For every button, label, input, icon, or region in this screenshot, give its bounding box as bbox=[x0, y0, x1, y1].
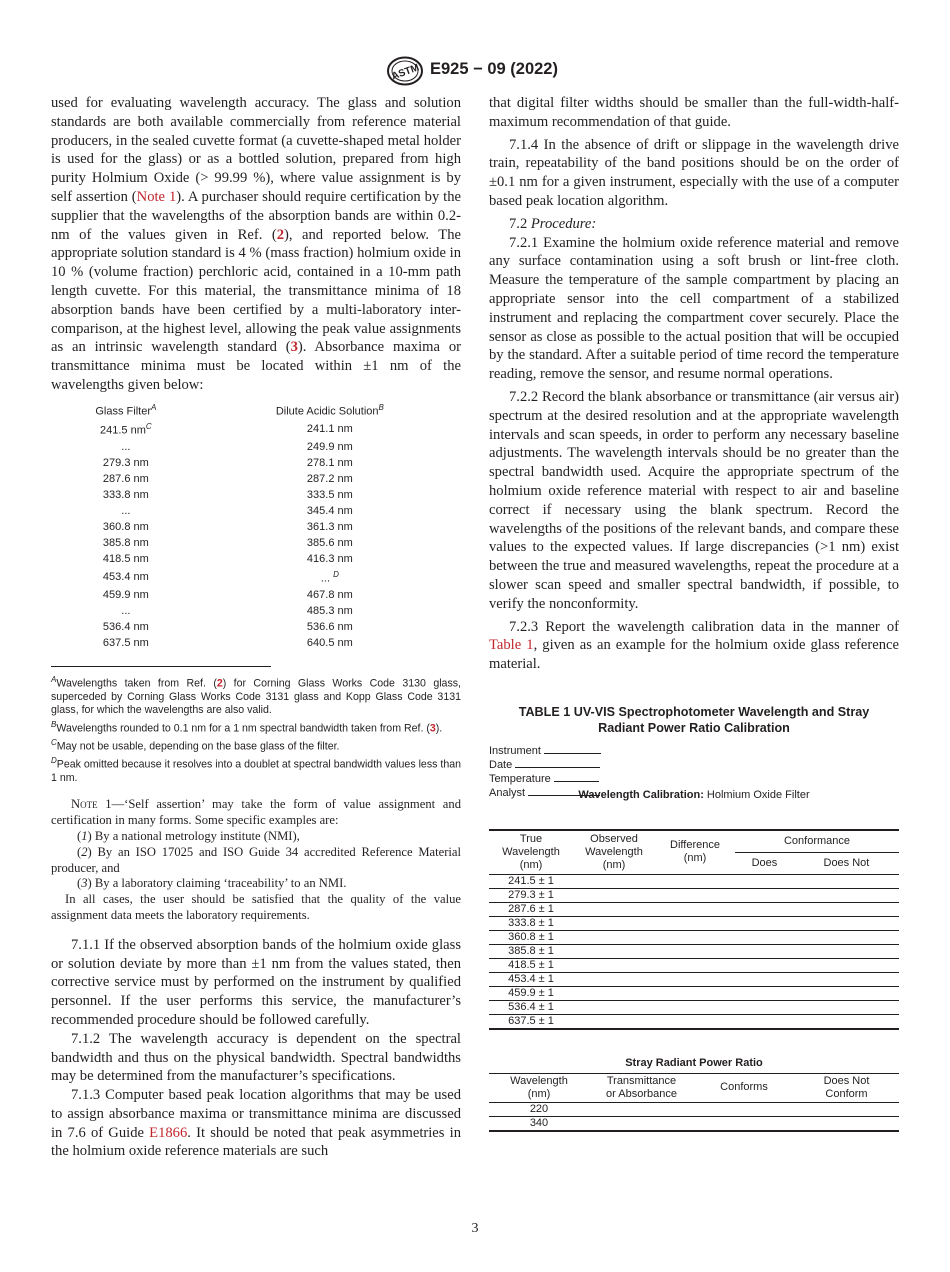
glass-filter-cell: 241.5 $nm^C$ bbox=[100, 422, 152, 438]
observed-wavelength-cell[interactable] bbox=[573, 1000, 655, 1014]
glass-filter-cell: 287.6 nm bbox=[102, 473, 149, 486]
calibration-row bbox=[489, 916, 899, 930]
section-7-1-1: 7.1.1 If the observed absorption bands of the holmium oxide glass or solution deviate by more than ±1 nm from the values stated, then corrective service must by performed on the instrument by qualified personnel. If the user performs this service, the manufacturer’s recommended procedure should be followed carefully. bbox=[51, 936, 461, 1028]
footnote-d: $^D$Peak omitted because it resolves into a doublet at spectral bandwidth values less than 1 nm. bbox=[51, 755, 461, 784]
solution-cell: 249.9 nm bbox=[306, 441, 353, 454]
solution-cell: 345.4 nm bbox=[306, 505, 353, 518]
does-cell[interactable] bbox=[735, 1000, 794, 1014]
ref-2-link[interactable]: 2 bbox=[276, 226, 285, 243]
meta-analyst: Analyst bbox=[489, 786, 899, 800]
solution-cell: 333.5 nm bbox=[306, 489, 353, 502]
calibration-row bbox=[489, 902, 899, 916]
difference-cell[interactable] bbox=[655, 986, 735, 1000]
section-7-2-heading: 7.2 Procedure: bbox=[509, 215, 597, 232]
difference-cell[interactable] bbox=[655, 1000, 735, 1014]
solution-cell: 385.6 nm bbox=[306, 537, 353, 550]
observed-wavelength-cell[interactable] bbox=[573, 888, 655, 902]
observed-wavelength-cell[interactable] bbox=[573, 972, 655, 986]
does-not-cell[interactable] bbox=[794, 930, 899, 944]
page-header bbox=[0, 56, 950, 86]
wavelength-calibration-table bbox=[489, 829, 899, 1030]
footnote-c: $^C$May not be usable, depending on the base glass of the filter. bbox=[51, 737, 340, 753]
svg-text:ASTM: ASTM bbox=[390, 62, 421, 83]
does-not-cell[interactable] bbox=[794, 972, 899, 986]
wavelength-row bbox=[53, 636, 459, 650]
section-7-1-3: 7.1.3 Computer based peak location algorithms that may be used to assign absorbance maxima or transmittance minima are discussed in 7.6 of Guide E1866. It should be noted that peak asymmetries in the holmium oxide reference materials are such bbox=[51, 1087, 461, 1160]
intro-paragraph: used for evaluating wavelength accuracy. The glass and solution standards are both available commercially from reference material producers, in the sealed cuvette format (a cuvette-shaped metal holder is used for the glass) or as a bottled solution, prepared from high purity Holmium Oxide (> 99.99 %), where value assignment is by self assertion (Note 1). A purchaser should require certification by the supplier that the wavelengths of the absorption bands are within 0.2-nm of the values given in Ref. (2), and reported below. The appropriate solution standard is 4 % (mass fraction) holmium oxide in 10 % (volume fraction) perchloric acid, contained in a 10-mm path length cuvette. For this material, the transmittance minima of 18 absorption bands have been certified by a multi-laboratory inter-comparison, at the highest level, allowing the peak value assignments as an intrinsic wavelength standard (3). Absorbance maxima or transmittance minima must be located within ±1 nm of the wavelengths given below: bbox=[51, 95, 461, 393]
difference-cell[interactable] bbox=[655, 944, 735, 958]
observed-wavelength-cell[interactable] bbox=[573, 986, 655, 1000]
observed-wavelength-cell[interactable] bbox=[573, 916, 655, 930]
wavelength-row bbox=[53, 552, 459, 566]
does-cell[interactable] bbox=[735, 888, 794, 902]
does-not-cell[interactable] bbox=[794, 1000, 899, 1014]
does-cell[interactable] bbox=[735, 874, 794, 888]
calibration-row bbox=[489, 958, 899, 972]
does-not-cell[interactable] bbox=[794, 1014, 899, 1029]
section-7-1-2: 7.1.2 The wavelength accuracy is dependent on the spectral bandwidth and thus on the physical bandwidth. Spectral bandwidths may be determined from the manufacturer’s specifications. bbox=[51, 1030, 461, 1085]
does-not-conform-cell[interactable] bbox=[794, 1102, 899, 1116]
does-cell[interactable] bbox=[735, 930, 794, 944]
glass-filter-cell: 453.4 nm bbox=[102, 570, 149, 583]
glass-filter-cell: ... bbox=[121, 505, 131, 518]
meta-date: Date bbox=[489, 758, 899, 772]
calibration-row bbox=[489, 944, 899, 958]
true-wavelength-cell: 241.5 ± 1 bbox=[489, 874, 573, 888]
left-column bbox=[51, 94, 461, 1161]
true-wavelength-cell: 637.5 ± 1 bbox=[489, 1014, 573, 1029]
observed-wavelength-cell[interactable] bbox=[573, 958, 655, 972]
does-cell[interactable] bbox=[735, 944, 794, 958]
glass-filter-cell: 385.8 nm bbox=[102, 537, 149, 550]
table-1-title: TABLE 1 UV-VIS Spectrophotometer Wavelength and Stray Radiant Power Ratio Calibration bbox=[518, 704, 870, 735]
does-cell[interactable] bbox=[735, 972, 794, 986]
difference-cell[interactable] bbox=[655, 1014, 735, 1029]
difference-cell[interactable] bbox=[655, 888, 735, 902]
true-wavelength-cell: 333.8 ± 1 bbox=[489, 916, 573, 930]
transmittance-cell[interactable] bbox=[589, 1102, 694, 1116]
conforms-cell[interactable] bbox=[694, 1102, 794, 1116]
does-cell[interactable] bbox=[735, 986, 794, 1000]
observed-wavelength-header: Observed Wavelength (nm) bbox=[573, 830, 655, 875]
calibration-row bbox=[489, 972, 899, 986]
document-id: E925 − 09 (2022) bbox=[430, 60, 558, 78]
calibration-row bbox=[489, 874, 899, 888]
wavelength-row bbox=[53, 568, 459, 586]
wavelength-row bbox=[53, 620, 459, 634]
difference-cell[interactable] bbox=[655, 916, 735, 930]
calibration-row bbox=[489, 930, 899, 944]
difference-cell[interactable] bbox=[655, 874, 735, 888]
true-wavelength-cell: 453.4 ± 1 bbox=[489, 972, 573, 986]
section-7-2-1: 7.2.1 Examine the holmium oxide reference material and remove any surface contamination using a soft brush or lint-free cloth. Measure the temperature of the sample compartment by placing an appropriate sensor into the cell compartment of a stabilized instrument and replacing the compartment cover securely. Place the sensor as close as possible to the actual position that will be occupied by the standard. After a suitable period of time record the temperature reading, remove the sensor, and resume normal operations. bbox=[489, 234, 899, 383]
observed-wavelength-cell[interactable] bbox=[573, 874, 655, 888]
glass-filter-cell: ... bbox=[121, 604, 131, 617]
solution-cell: 287.2 nm bbox=[306, 473, 353, 486]
wavelength-row bbox=[53, 504, 459, 518]
difference-cell[interactable] bbox=[655, 972, 735, 986]
solution-cell: 241.1 nm bbox=[306, 423, 353, 436]
solution-cell: 467.8 nm bbox=[306, 588, 353, 601]
difference-cell[interactable] bbox=[655, 902, 735, 916]
solution-cell: 485.3 nm bbox=[306, 604, 353, 617]
does-cell[interactable] bbox=[735, 916, 794, 930]
conforms-cell[interactable] bbox=[694, 1116, 794, 1131]
solution-cell: 640.5 nm bbox=[306, 636, 353, 649]
solution-cell: 278.1 nm bbox=[306, 457, 353, 470]
true-wavelength-cell: 279.3 ± 1 bbox=[489, 888, 573, 902]
solution-cell: 416.3 nm bbox=[306, 553, 353, 566]
conformance-header: Conformance bbox=[735, 830, 899, 853]
does-not-conform-header: Does Not Conform bbox=[794, 1073, 899, 1102]
table-1-link[interactable]: Table 1 bbox=[489, 637, 534, 654]
wavelength-row bbox=[53, 420, 459, 438]
footnote-a: $^A$Wavelengths taken from Ref. (2) for Corning Glass Works Code 3130 glass, superceded by Corning Glass Works Code 3131 glass and Kopp Glass Code 3131 glass, for which the wavelengths are also valid. bbox=[51, 674, 461, 717]
footnotes bbox=[51, 673, 461, 786]
does-header: Does bbox=[735, 852, 794, 874]
does-not-cell[interactable] bbox=[794, 888, 899, 902]
wavelength-calibration-caption: Wavelength Calibration: Holmium Oxide Filter bbox=[578, 788, 810, 801]
stray-row bbox=[489, 1116, 899, 1131]
solution-cell: 536.6 nm bbox=[306, 620, 353, 633]
section-7-1-4: 7.1.4 In the absence of drift or slippage in the wavelength drive train, repeatability of the band positions should be on the order of ±0.1 nm for a given instrument, especially with the use of a computer based peak location algorithm. bbox=[489, 136, 899, 209]
astm-logo bbox=[386, 56, 424, 86]
continued-paragraph: that digital filter widths should be smaller than the full-width-half-maximum recommendation of that guide. bbox=[489, 95, 899, 130]
does-not-conform-cell[interactable] bbox=[794, 1116, 899, 1131]
calibration-row bbox=[489, 888, 899, 902]
stray-wavelength-header: Wavelength (nm) bbox=[489, 1073, 589, 1102]
glass-filter-cell: 459.9 nm bbox=[102, 588, 149, 601]
true-wavelength-cell: 459.9 ± 1 bbox=[489, 986, 573, 1000]
wavelength-row bbox=[53, 604, 459, 618]
observed-wavelength-cell[interactable] bbox=[573, 902, 655, 916]
true-wavelength-cell: 360.8 ± 1 bbox=[489, 930, 573, 944]
wavelength-row bbox=[53, 488, 459, 502]
stray-row bbox=[489, 1102, 899, 1116]
right-column bbox=[489, 94, 899, 1132]
difference-cell[interactable] bbox=[655, 930, 735, 944]
does-not-cell[interactable] bbox=[794, 958, 899, 972]
note-1-link[interactable]: Note 1 bbox=[136, 188, 177, 205]
stray-radiant-title: Stray Radiant Power Ratio bbox=[625, 1056, 763, 1069]
transmittance-cell[interactable] bbox=[589, 1116, 694, 1131]
section-7-2-2: 7.2.2 Record the blank absorbance or transmittance (air versus air) spectrum at the desired resolution and at the appropriate wavelength intervals and scan speeds, in order to perform any necessary baseline adjustments. The wavelength intervals should be no greater than the spectral bandwidth used. Acquire the appropriate spectrum of the holmium oxide reference material with respect to air and baseline correct if necessary using the blank spectrum. Record the wavelengths of the positions of the relevant bands, and compare these values to the expected values. If large discrepancies (>1 nm) exist between the true and measured wavelengths, repeat the procedure at a slower scan speed and smaller spectral bandwidth, if possible, to verify the nonconformity. bbox=[489, 388, 899, 612]
does-not-cell[interactable] bbox=[794, 874, 899, 888]
glass-filter-cell: 333.8 nm bbox=[102, 489, 149, 502]
difference-cell[interactable] bbox=[655, 958, 735, 972]
true-wavelength-header: True Wavelength (nm) bbox=[489, 830, 573, 875]
true-wavelength-cell: 385.8 ± 1 bbox=[489, 944, 573, 958]
observed-wavelength-cell[interactable] bbox=[573, 930, 655, 944]
true-wavelength-cell: 536.4 ± 1 bbox=[489, 1000, 573, 1014]
does-not-cell[interactable] bbox=[794, 916, 899, 930]
observed-wavelength-cell[interactable] bbox=[573, 1014, 655, 1029]
does-not-cell[interactable] bbox=[794, 944, 899, 958]
solution-header: Dilute Acidic Solution$^B$ bbox=[275, 402, 384, 418]
does-cell[interactable] bbox=[735, 958, 794, 972]
does-not-header: Does Not bbox=[794, 852, 899, 874]
calibration-row bbox=[489, 986, 899, 1000]
solution-cell: ... $^D$ bbox=[320, 570, 339, 585]
footnote-rule bbox=[51, 666, 271, 667]
calibration-row bbox=[489, 1000, 899, 1014]
glass-filter-cell: 536.4 nm bbox=[102, 620, 149, 633]
observed-wavelength-cell[interactable] bbox=[573, 944, 655, 958]
wavelength-table bbox=[51, 399, 461, 652]
glass-filter-cell: ... bbox=[121, 441, 131, 454]
wavelength-row bbox=[53, 520, 459, 534]
conforms-header: Conforms bbox=[694, 1073, 794, 1102]
glass-filter-cell: 637.5 nm bbox=[102, 636, 149, 649]
note-1: Note 1—‘Self assertion’ may take the form of value assignment and certification in many forms. Some specific examples are: (1) By a national metrology institute (NMI), (2) By an ISO 17025 and ISO Guide 34 accredited Reference Material producer, and (3) By a laboratory claiming ‘traceability’ to an NMI. In all cases, the user should be satisfied that the quality of the value assignment data meets the laboratory requirements. bbox=[51, 797, 461, 922]
does-not-cell[interactable] bbox=[794, 986, 899, 1000]
stray-radiant-table bbox=[489, 1073, 899, 1132]
ref-3-link[interactable]: 3 bbox=[290, 339, 298, 356]
calibration-row bbox=[489, 1014, 899, 1029]
wavelength-row bbox=[53, 536, 459, 550]
does-not-cell[interactable] bbox=[794, 902, 899, 916]
glass-filter-cell: 279.3 nm bbox=[102, 457, 149, 470]
true-wavelength-cell: 287.6 ± 1 bbox=[489, 902, 573, 916]
does-cell[interactable] bbox=[735, 902, 794, 916]
meta-instrument: Instrument bbox=[489, 744, 899, 758]
true-wavelength-cell: 418.5 ± 1 bbox=[489, 958, 573, 972]
meta-temperature: Temperature bbox=[489, 772, 899, 786]
stray-wavelength-cell: 220 bbox=[489, 1102, 589, 1116]
glass-filter-header: Glass Filter$^A$ bbox=[95, 402, 157, 418]
wavelength-row bbox=[53, 456, 459, 470]
solution-cell: 361.3 nm bbox=[306, 521, 353, 534]
stray-wavelength-cell: 340 bbox=[489, 1116, 589, 1131]
difference-header: Difference (nm) bbox=[655, 830, 735, 875]
page-number: 3 bbox=[471, 1221, 479, 1236]
wavelength-row bbox=[53, 440, 459, 454]
section-7-2-3: 7.2.3 Report the wavelength calibration data in the manner of Table 1, given as an example for the holmium oxide glass reference material. bbox=[489, 618, 899, 673]
wavelength-row bbox=[53, 588, 459, 602]
transmittance-header: Transmittance or Absorbance bbox=[589, 1073, 694, 1102]
does-cell[interactable] bbox=[735, 1014, 794, 1029]
footnote-b: $^B$Wavelengths rounded to 0.1 nm for a 1 nm spectral bandwidth taken from Ref. (3). bbox=[51, 719, 443, 735]
wavelength-row bbox=[53, 472, 459, 486]
e1866-link[interactable]: E1866 bbox=[149, 1124, 188, 1141]
glass-filter-cell: 418.5 nm bbox=[102, 553, 149, 566]
glass-filter-cell: 360.8 nm bbox=[102, 521, 149, 534]
